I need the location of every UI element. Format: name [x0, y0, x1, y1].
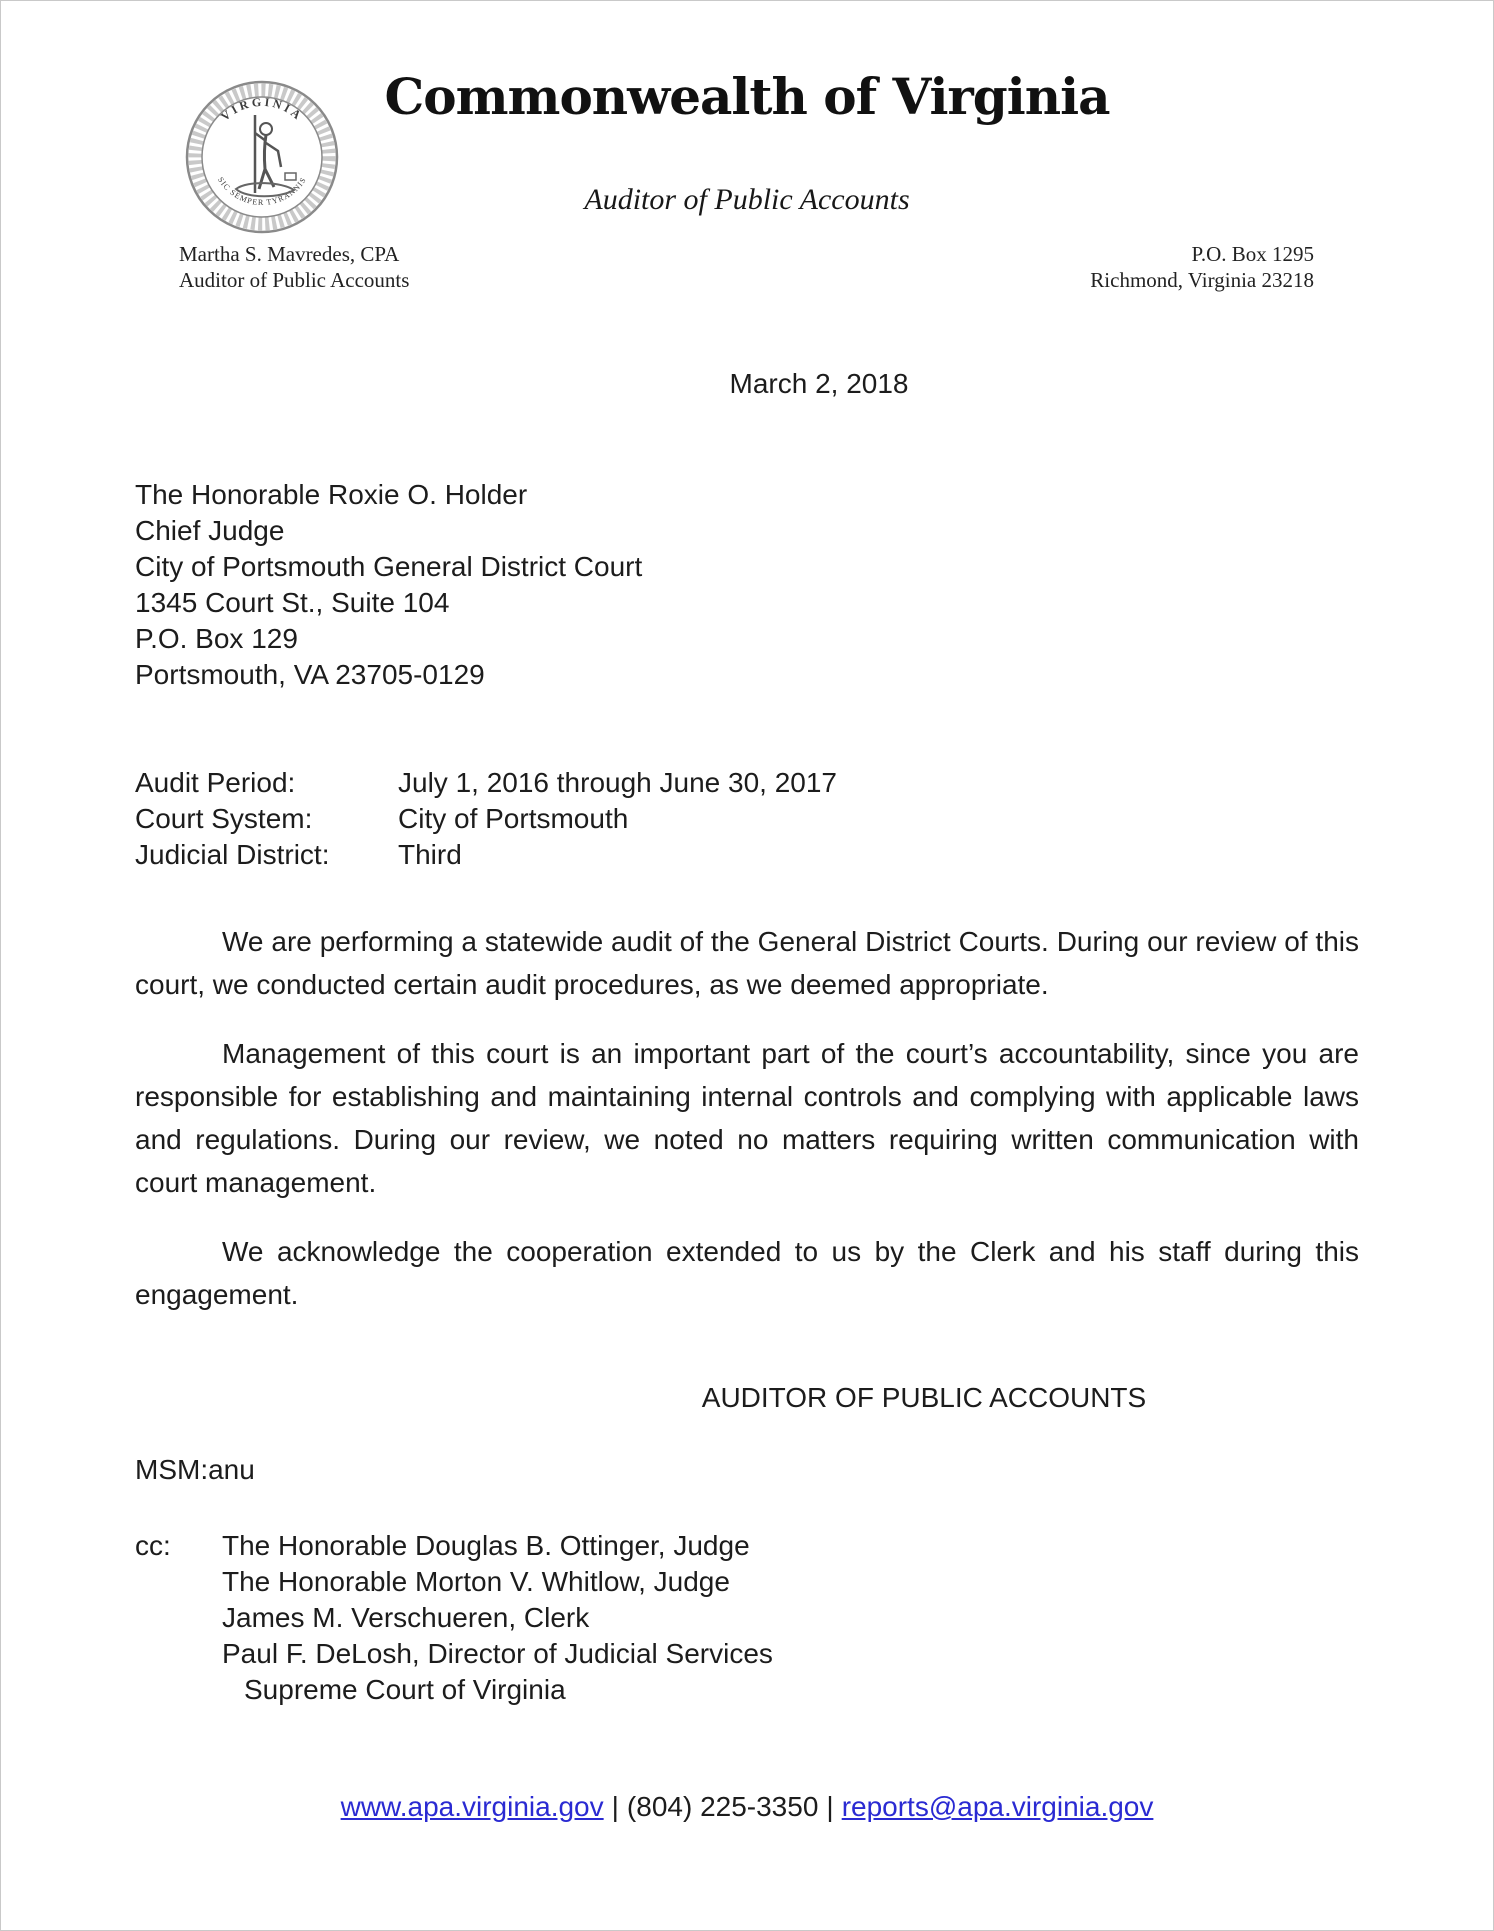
recipient-line: City of Portsmouth General District Court [135, 551, 643, 582]
cc-entry: The Honorable Douglas B. Ottinger, Judge [222, 1530, 750, 1561]
court-system-value: City of Portsmouth [398, 803, 629, 834]
phone-number: (804) 225-3350 [626, 1791, 819, 1822]
seal-bottom-text: SIC SEMPER TYRANNIS [215, 175, 309, 208]
org-name: Commonwealth of Virginia [384, 67, 1110, 126]
audit-period-label: Audit Period: [135, 767, 296, 798]
cc-entry-sub: Supreme Court of Virginia [244, 1674, 566, 1705]
footer-separator: | [826, 1791, 834, 1822]
letter-body [135, 920, 1359, 1316]
judicial-district-value: Third [398, 839, 462, 870]
body-paragraph: We are performing a statewide audit of the General District Courts. During our review of this court, we conducted certain audit procedures, as we deemed appropriate. [135, 926, 1359, 1000]
cc-block [135, 1528, 1359, 1708]
official-name: Martha S. Mavredes, CPA [179, 242, 400, 266]
website-link[interactable]: www.apa.virginia.gov [340, 1791, 604, 1822]
recipient-address [135, 477, 1359, 693]
cc-entry: The Honorable Morton V. Whitlow, Judge [222, 1566, 730, 1597]
org-subtitle: Auditor of Public Accounts [584, 183, 910, 216]
seal-top-text: VIRGINIA [217, 94, 307, 124]
court-system-label: Court System: [135, 803, 313, 834]
recipient-line: Chief Judge [135, 515, 285, 546]
signature-org-title: AUDITOR OF PUBLIC ACCOUNTS [701, 1382, 1147, 1413]
recipient-line: Portsmouth, VA 23705-0129 [135, 659, 485, 690]
email-link[interactable]: reports@apa.virginia.gov [841, 1791, 1154, 1822]
official-title: Auditor of Public Accounts [179, 268, 410, 292]
recipient-line: 1345 Court St., Suite 104 [135, 587, 450, 618]
office-city-line: Richmond, Virginia 23218 [1090, 268, 1314, 292]
letter-date: March 2, 2018 [729, 368, 909, 399]
office-po-box: P.O. Box 1295 [1191, 242, 1314, 266]
body-paragraph: We acknowledge the cooperation extended to us by the Clerk and his staff during this engagement. [135, 1236, 1359, 1310]
office-address [1090, 241, 1314, 293]
letterhead [1, 1, 1493, 301]
contact-footer [135, 1790, 1359, 1824]
reference-initials: MSM:anu [135, 1454, 255, 1485]
judicial-district-label: Judicial District: [135, 839, 330, 870]
body-paragraph: Management of this court is an important part of the court’s accountability, since you are responsible for establishing and maintaining internal controls and complying with applicable laws and regulations. During our review, we noted no matters requiring written communication with court management. [135, 1038, 1359, 1198]
cc-entry: James M. Verschueren, Clerk [222, 1602, 590, 1633]
cc-entries [222, 1528, 1359, 1708]
audit-period-value: July 1, 2016 through June 30, 2017 [398, 767, 838, 798]
recipient-line: P.O. Box 129 [135, 623, 298, 654]
recipient-line: The Honorable Roxie O. Holder [135, 479, 528, 510]
cc-label: cc: [135, 1530, 171, 1561]
cc-entry: Paul F. DeLosh, Director of Judicial Services [222, 1638, 773, 1669]
footer-separator: | [611, 1791, 619, 1822]
letter-content [135, 367, 1359, 1824]
audit-info-block [135, 765, 1359, 873]
official-info [179, 241, 409, 293]
